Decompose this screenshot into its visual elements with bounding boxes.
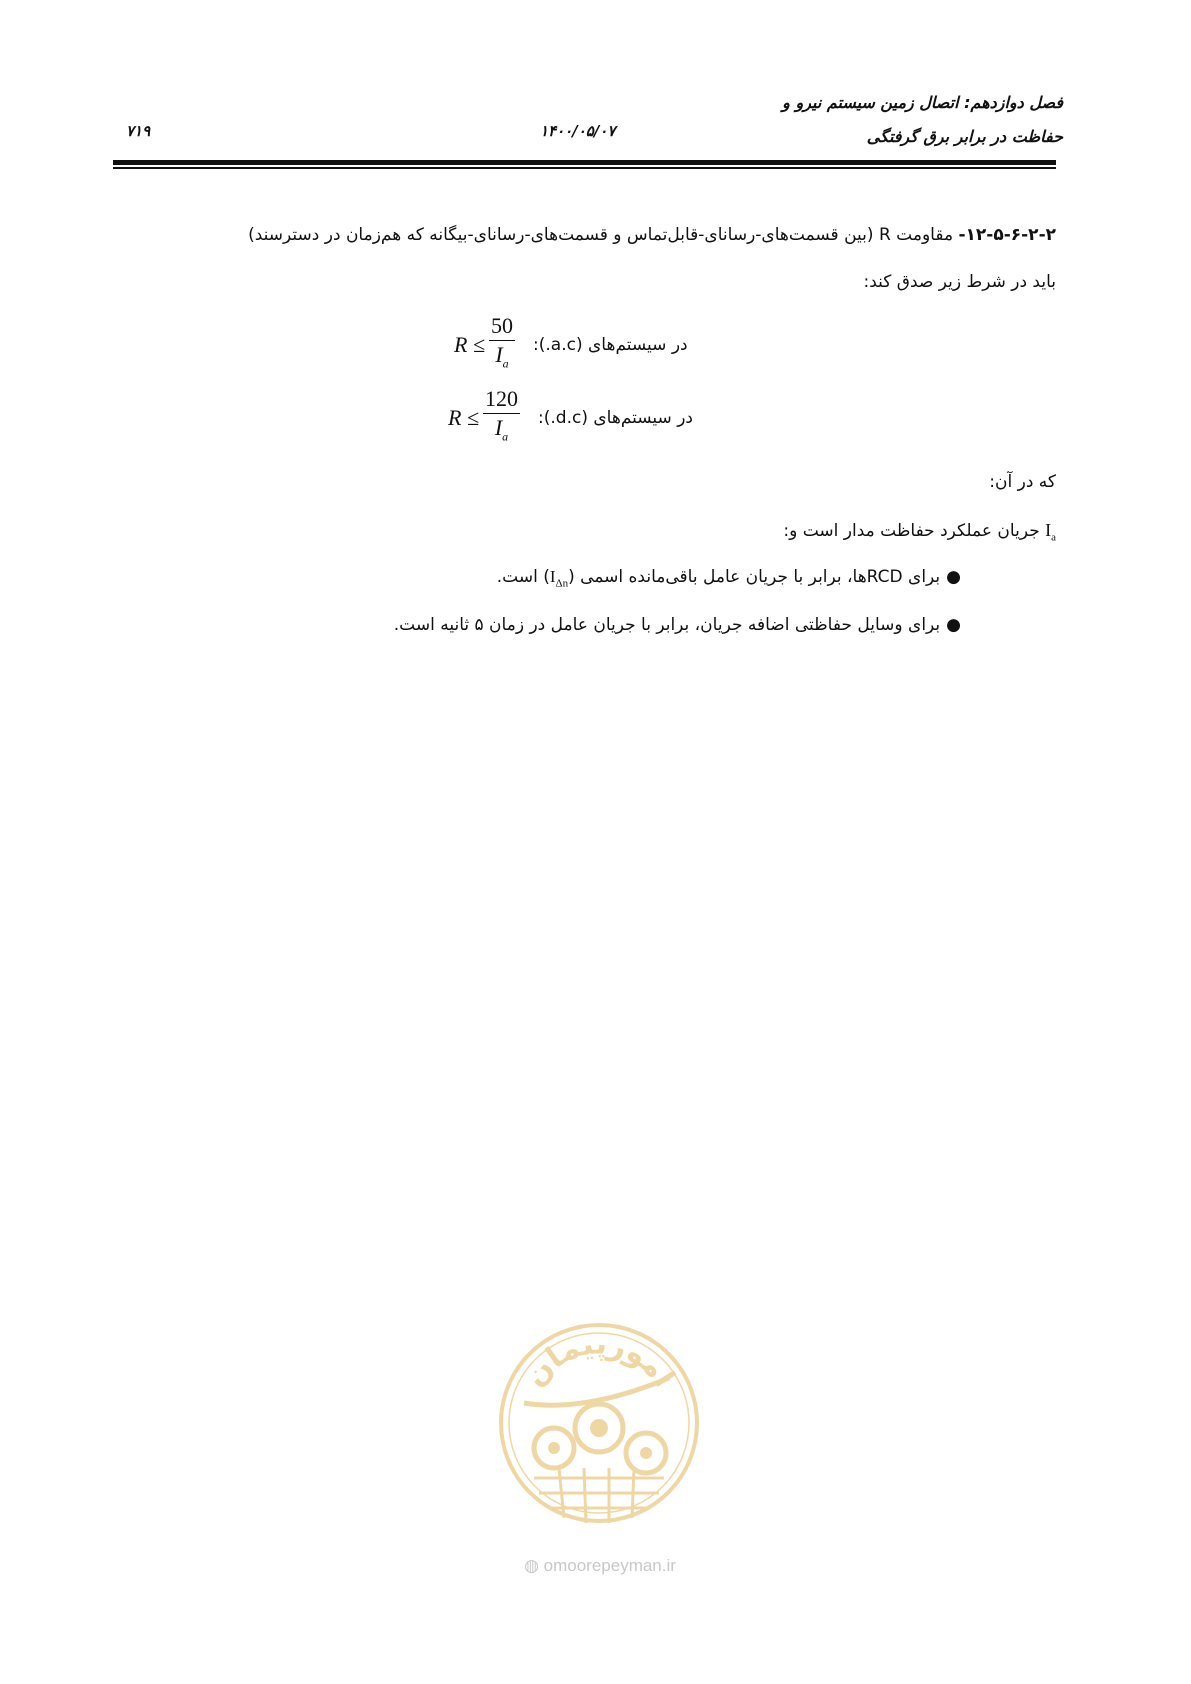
chapter-title-line1: فصل دوازدهم: اتصال زمین سیستم نیرو و (782, 93, 1063, 112)
where-text: که در آن: (989, 472, 1056, 492)
formula-ac (454, 312, 688, 375)
ia-symbol (1045, 520, 1056, 544)
globe-icon: ◍ (524, 1556, 539, 1575)
bullet-rcd (497, 563, 961, 597)
formula-ac-fraction (489, 313, 515, 377)
watermark-logo-text: امورپیمان (517, 1326, 682, 1394)
chapter-title (782, 86, 1063, 154)
formula-ac-numerator: 50 (489, 313, 515, 341)
page-number: ۷۱۹ (126, 122, 151, 140)
formula-dc-denominator-symbol: I (494, 414, 503, 440)
watermark-url-text: omoorepeyman.ir (543, 1556, 676, 1575)
header-rule-thin (113, 167, 1056, 169)
bullet-rcd-suffix: ) است. (496, 567, 550, 587)
bullet-rcd-symbol (549, 567, 569, 590)
section-heading-paragraph (116, 221, 1056, 249)
bullet-rcd-symbol-sub: Δn (555, 577, 569, 590)
formula-ac-lhs: R ≤ (454, 332, 486, 357)
formula-dc (448, 385, 693, 448)
ia-symbol-sub: a (1051, 531, 1056, 544)
section-heading-continuation: باید در شرط زیر صدق کند: (863, 272, 1056, 292)
formula-ac-denominator-symbol: I (495, 341, 503, 367)
header-rule-thick (113, 160, 1056, 165)
revision-date: ۱۴۰۰/۰۵/۰۷ (540, 122, 616, 140)
bullet-dot-icon: ● (946, 615, 961, 635)
bullet-dot-icon: ● (946, 567, 961, 587)
formula-dc-lhs: R ≤ (448, 405, 480, 430)
ia-definition-paragraph (116, 516, 1056, 552)
formula-dc-denominator-sub: a (502, 429, 509, 444)
section-number: ۱۲-۵-۶-۲-۲- (958, 225, 1056, 245)
formula-dc-label: در سیستم‌های (d.c.): (538, 408, 693, 428)
formula-ac-label: در سیستم‌های (a.c.): (533, 335, 688, 355)
bullet-overcurrent (394, 611, 961, 639)
section-heading-text: مقاومت R (بین قسمت‌های-رسانای-قابل‌تماس و قسمت‌های-رسانای-بیگانه که هم‌زمان در دسترسند) (248, 225, 959, 245)
bullet-rcd-symbol-letter: I (549, 567, 556, 586)
ia-definition: جریان عملکرد حفاظت مدار است و: (783, 521, 1046, 541)
formula-dc-denominator (495, 414, 508, 450)
formula-dc-fraction (483, 386, 520, 450)
chapter-title-line2: حفاظت در برابر برق گرفتگی (866, 127, 1063, 146)
watermark-logo (494, 1318, 704, 1528)
formula-ac-denominator (495, 341, 508, 377)
formula-ac-denominator-sub: a (502, 356, 509, 371)
ia-symbol-letter: I (1045, 520, 1052, 540)
bullet-overcurrent-text: برای وسایل حفاظتی اضافه جریان، برابر با جریان عامل در زمان ۵ ثانیه است. (393, 615, 941, 635)
watermark-url (500, 1556, 700, 1576)
formula-dc-numerator: 120 (483, 386, 520, 414)
bullet-rcd-prefix: برای RCDها، برابر با جریان عامل باقی‌مانده اسمی ( (568, 567, 941, 587)
